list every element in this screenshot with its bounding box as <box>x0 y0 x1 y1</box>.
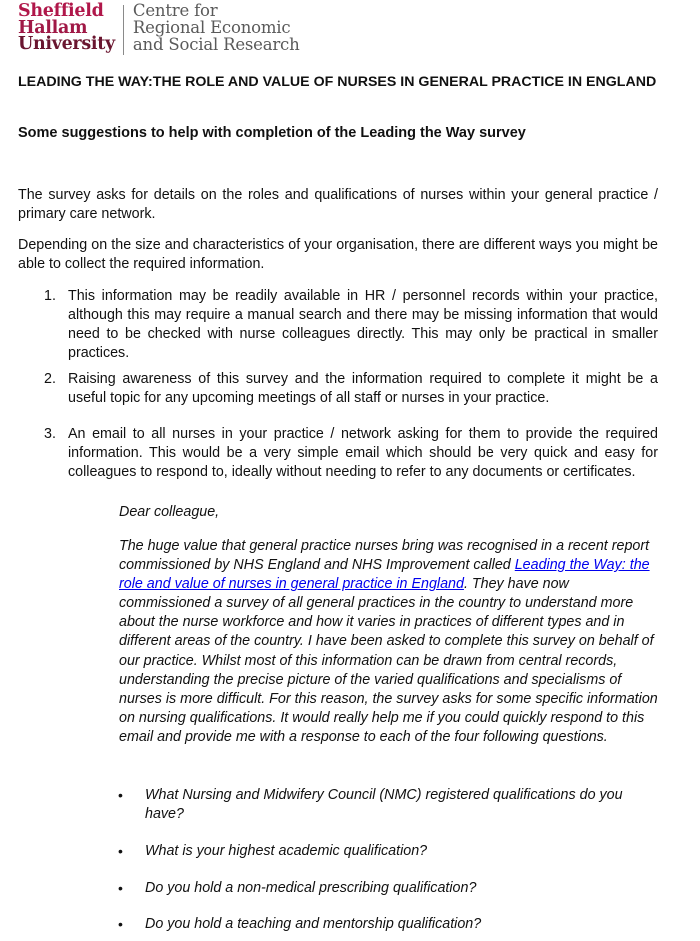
question-text: Do you hold a non-medical prescribing qualification? <box>145 880 477 896</box>
email-salutation: Dear colleague, <box>119 504 220 520</box>
centre-wordmark <box>133 3 300 57</box>
question-text: Do you hold a teaching and mentorship qualification? <box>145 916 482 932</box>
email-body-after-link: . They have now commissioned a survey of all general practices in the country to understand more about the nurse workforce and how it varies in practices of different types and in different areas of the country. I have been asked to complete this survey on behalf of our practice. Whilst most of this information can be drawn from central records, understanding the precise picture of the varied qualifications and specialisms of nurses is more difficult. For this reason, the survey asks for some specific information on nursing qualifications. It would really help me if you could quickly respond to this email and provide me with a response to each of the four following questions. <box>119 576 658 745</box>
centre-line-3: and Social Research <box>132 34 300 54</box>
centre-line-1: Centre for <box>132 1 218 20</box>
document-subtitle: Some suggestions to help with completion of the Leading the Way survey <box>18 125 526 141</box>
logo-line-hallam: Hallam <box>18 17 88 38</box>
centre-line-2: Regional Economic <box>132 17 291 37</box>
bullet-icon: • <box>118 843 123 859</box>
list-item-text: An email to all nurses in your practice / network asking for them to provide the required information. This would be a very simple email which should be very quick and easy for colleagues to respond to, ideally without needing to refer to any documents or certificates. <box>68 426 658 480</box>
leading-the-way-report-link[interactable]: Leading the Way: the role and value of nurses in general practice in England <box>119 557 650 593</box>
logo-line-university: University <box>18 34 115 54</box>
sheffield-hallam-university-wordmark <box>18 3 115 57</box>
list-number: 1. <box>44 288 56 304</box>
document-title: LEADING THE WAY:THE ROLE AND VALUE OF NURSES IN GENERAL PRACTICE IN ENGLAND <box>18 74 657 90</box>
logo <box>18 3 300 57</box>
question-text: What is your highest academic qualification? <box>145 843 428 859</box>
list-number: 3. <box>44 426 56 442</box>
question-text: What Nursing and Midwifery Council (NMC) registered qualifications do you have? <box>145 787 623 822</box>
list-number: 2. <box>44 371 56 387</box>
logo-divider <box>123 5 124 55</box>
bullet-icon: • <box>118 787 123 803</box>
bullet-icon: • <box>118 880 123 896</box>
intro-paragraph-2: Depending on the size and characteristics of your organisation, there are different ways you might be able to collect the required information. <box>18 237 658 272</box>
email-body-before-link: The huge value that general practice nurses bring was recognised in a recent report commissioned by NHS England and NHS Improvement called <box>119 538 650 574</box>
email-body <box>119 537 659 747</box>
list-item-text: Raising awareness of this survey and the information required to complete it might be a useful topic for any upcoming meetings of all staff or nurses in your practice. <box>68 371 658 406</box>
logo-line-sheffield: Sheffield <box>18 1 104 21</box>
list-item-text: This information may be readily available in HR / personnel records within your practice, although this may require a manual search and there may be missing information that would need to be checked with nurse colleagues directly. This may only be practical in smaller practices. <box>68 288 658 361</box>
intro-paragraph-1: The survey asks for details on the roles and qualifications of nurses within your general practice / primary care network. <box>18 187 658 222</box>
bullet-icon: • <box>118 916 123 932</box>
